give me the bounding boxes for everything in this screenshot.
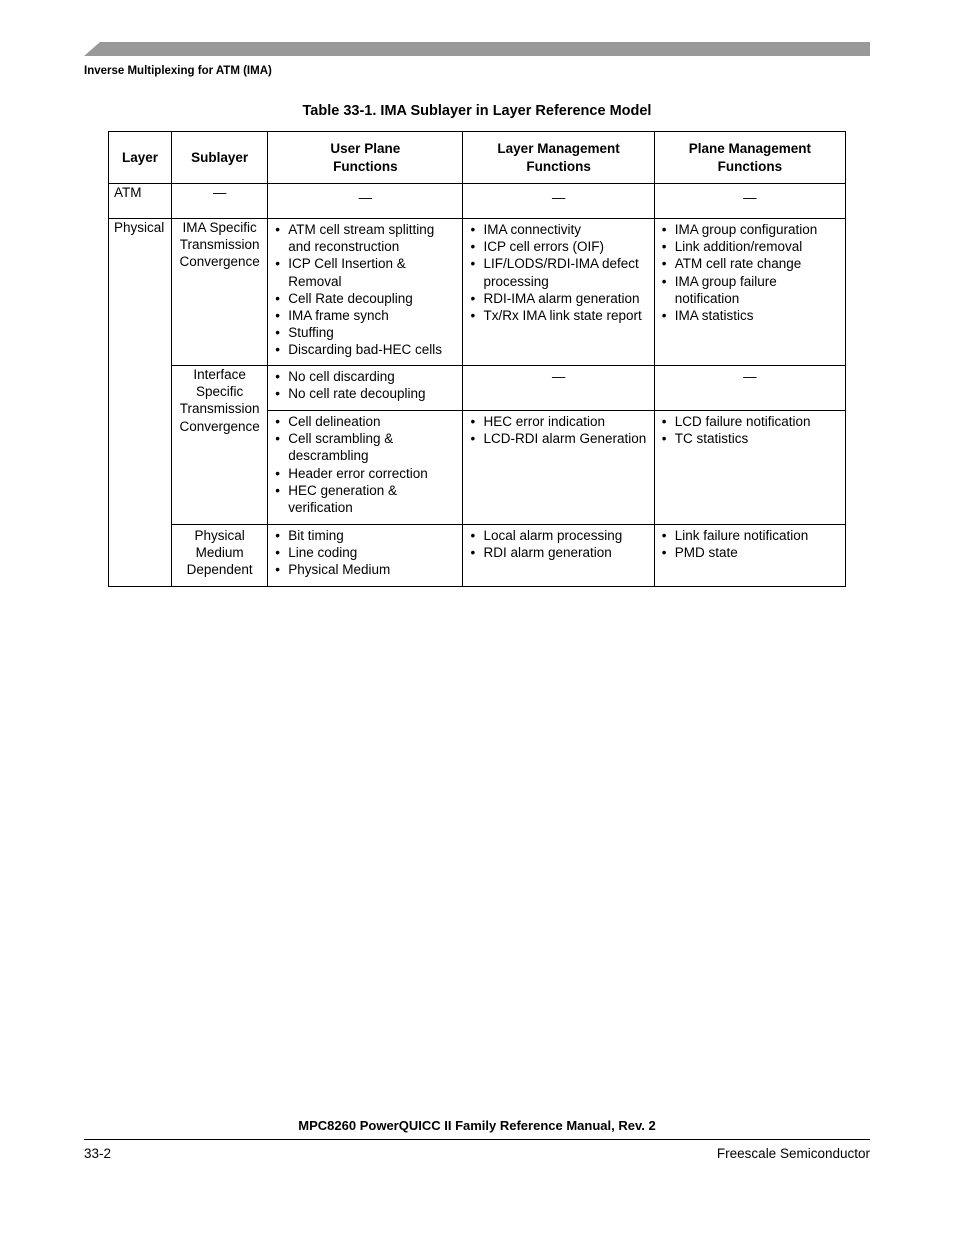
cell-atm-sublayer: — [172,184,268,219]
bullet-list [273,368,457,402]
cell-pmd-user-plane [268,525,463,587]
list-item: • LCD failure notification [660,413,840,430]
list-item: • No cell discarding [273,368,457,385]
bullet-list [273,221,457,359]
list-item: • ATM cell rate change [660,255,840,272]
cell-ima-plane-management [654,219,845,366]
table-title: Table 33-1. IMA Sublayer in Layer Reference Model [302,103,652,119]
header-layer-management: Layer Management Functions [463,132,654,184]
page-number: 33-2 [84,1146,112,1161]
list-item: • IMA group failure notification [660,273,840,307]
table-row-physical-medium [109,525,846,587]
table-row-ima-specific [109,219,846,366]
list-item: • Tx/Rx IMA link state report [468,307,648,324]
layer-reference-table [108,131,846,587]
list-item: • ATM cell stream splitting and reconstruction [273,221,457,255]
bullet-list [660,527,840,561]
list-item: • HEC error indication [468,413,648,430]
bullet-list [660,221,840,324]
cell-atm-plane-management: — [654,184,845,219]
list-item: • Discarding bad-HEC cells [273,341,457,358]
footer-divider [84,1139,870,1140]
list-item: • Line coding [273,544,457,561]
cell-physical-medium-sublayer: Physical Medium Dependent [172,525,268,587]
list-item: • Cell delineation [273,413,457,430]
bullet-list [273,413,457,516]
bullet-list [468,413,648,447]
cell-pmd-layer-management [463,525,654,587]
cell-atm-layer: ATM [109,184,172,219]
cell-interface-specific-sublayer: Interface Specific Transmission Convergence [172,366,268,525]
publisher-name: Freescale Semiconductor [716,1146,870,1161]
running-head: Inverse Multiplexing for ATM (IMA) [84,65,272,77]
list-item: • ICP cell errors (OIF) [468,238,648,255]
header-sublayer: Sublayer [172,132,268,184]
list-item: • Physical Medium [273,561,457,578]
list-item: • RDI-IMA alarm generation [468,290,648,307]
list-item: • Header error correction [273,465,457,482]
cell-pmd-plane-management [654,525,845,587]
cell-atm-layer-management: — [463,184,654,219]
cell-interface-plane-management-1: — [654,366,845,411]
list-item: • Stuffing [273,324,457,341]
bullet-list [468,221,648,324]
list-item: • IMA group configuration [660,221,840,238]
cell-interface-layer-management-2 [463,411,654,525]
list-item: • ICP Cell Insertion & Removal [273,255,457,289]
list-item: • RDI alarm generation [468,544,648,561]
list-item: • LIF/LODS/RDI-IMA defect processing [468,255,648,289]
bullet-list [273,527,457,579]
cell-atm-user-plane: — [268,184,463,219]
list-item: • IMA statistics [660,307,840,324]
footer-manual-title: MPC8260 PowerQUICC II Family Reference Manual, Rev. 2 [298,1118,656,1133]
header-plane-management: Plane Management Functions [654,132,845,184]
list-item: • Local alarm processing [468,527,648,544]
list-item: • Link addition/removal [660,238,840,255]
cell-interface-layer-management-1: — [463,366,654,411]
list-item: • IMA frame synch [273,307,457,324]
list-item: • Cell scrambling & descrambling [273,430,457,464]
cell-interface-user-plane-1 [268,366,463,411]
list-item: • TC statistics [660,430,840,447]
list-item: • LCD-RDI alarm Generation [468,430,648,447]
list-item: • Link failure notification [660,527,840,544]
cell-physical-layer: Physical [109,219,172,587]
cell-ima-specific-sublayer: IMA Specific Transmission Convergence [172,219,268,366]
table-row-interface-specific-1 [109,366,846,411]
cell-interface-plane-management-2 [654,411,845,525]
cell-interface-user-plane-2 [268,411,463,525]
table-header-row [109,132,846,184]
header-user-plane: User Plane Functions [268,132,463,184]
list-item: • IMA connectivity [468,221,648,238]
cell-ima-layer-management [463,219,654,366]
list-item: • HEC generation & verification [273,482,457,516]
cell-ima-user-plane [268,219,463,366]
table-row-atm [109,184,846,219]
header-bar [84,42,870,56]
list-item: • No cell rate decoupling [273,385,457,402]
bullet-list [660,413,840,447]
list-item: • PMD state [660,544,840,561]
list-item: • Cell Rate decoupling [273,290,457,307]
header-layer: Layer [109,132,172,184]
bullet-list [468,527,648,561]
list-item: • Bit timing [273,527,457,544]
